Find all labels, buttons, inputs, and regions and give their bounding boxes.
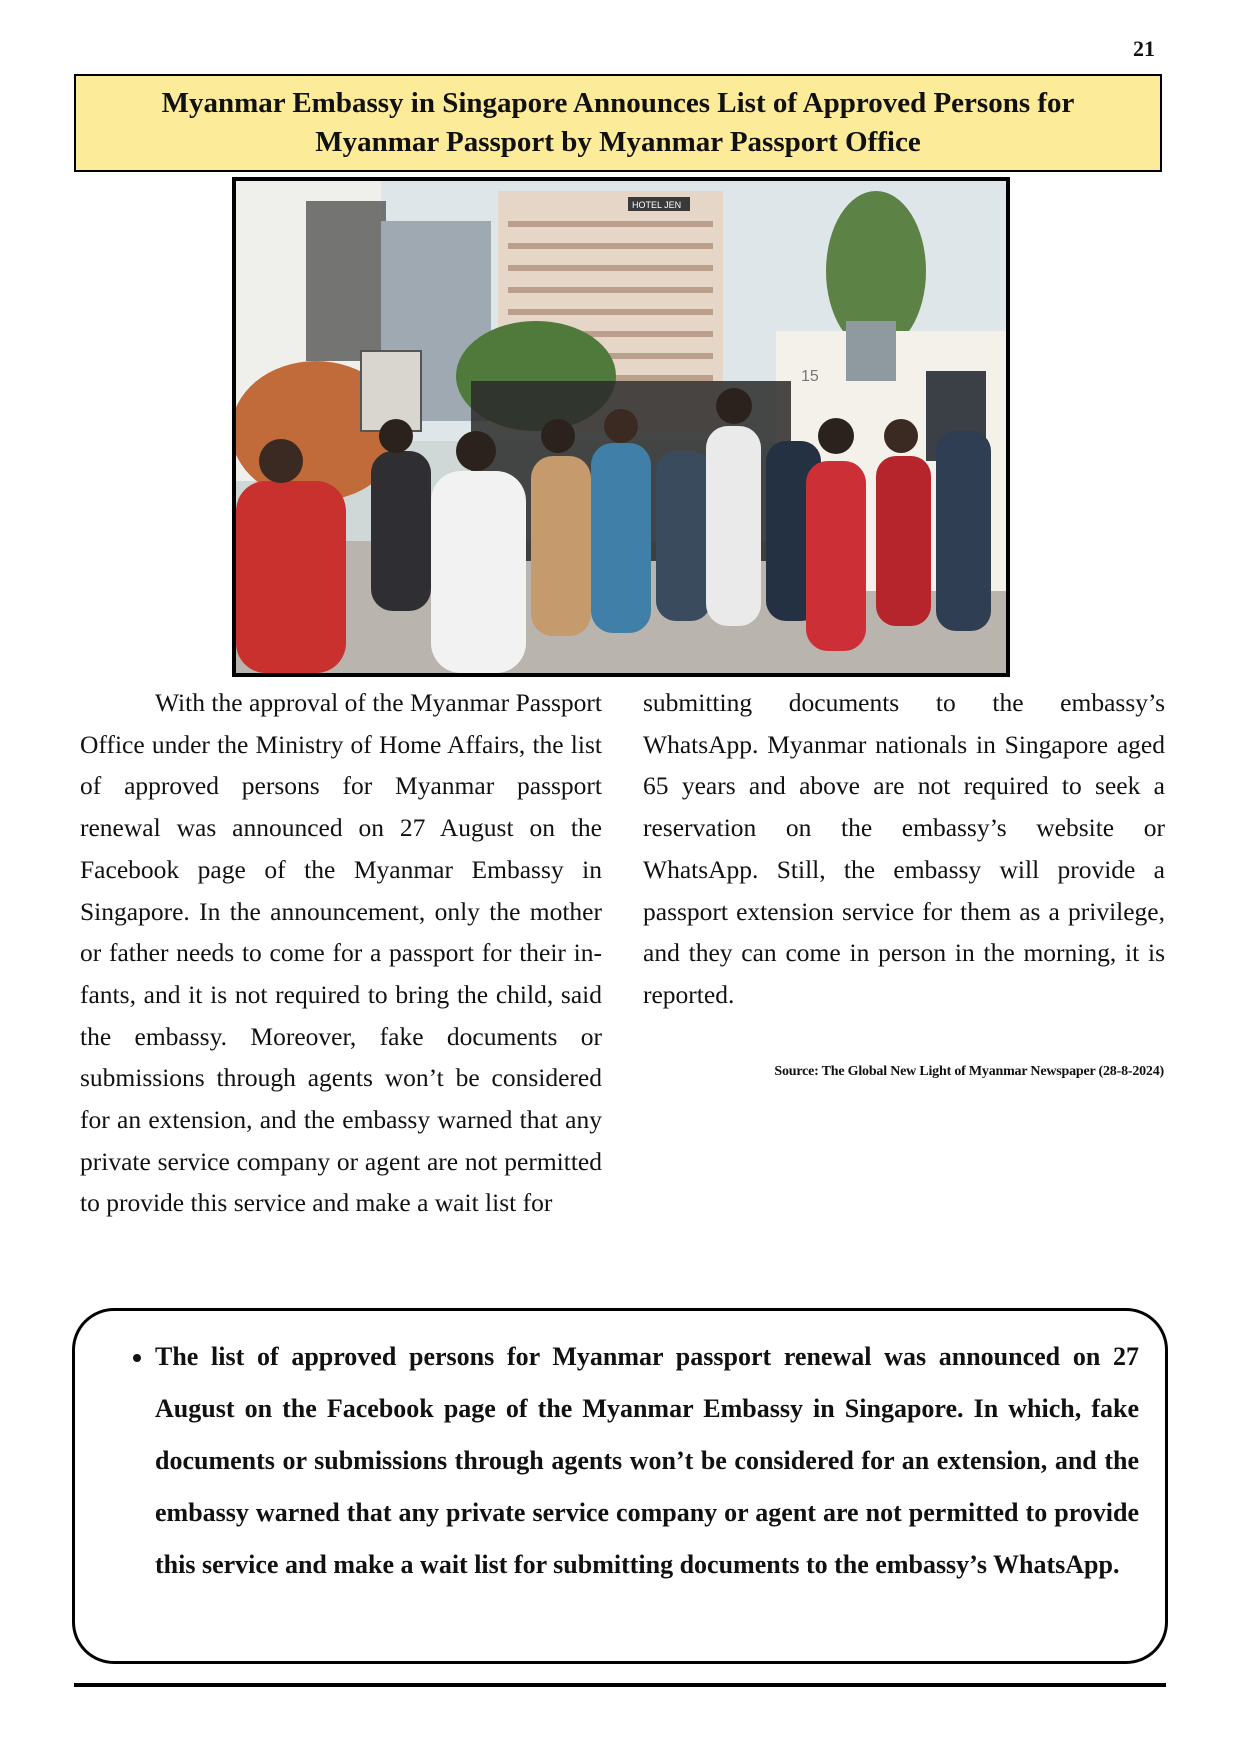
photo-left-fire-escape bbox=[306, 201, 386, 361]
article-paragraph-right: submitting documents to the embassy’s WhatsApp. Myanmar nationals in Singapore aged 65 years and above are not required to seek a reservation on the embassy’s website or WhatsApp. Still, the embassy will provide a passport extension service for them as a privilege, and they can come in person in the morning, it is reported. bbox=[643, 688, 1165, 1009]
page-number: 21 bbox=[1133, 36, 1155, 61]
summary-box bbox=[72, 1308, 1168, 1664]
photo-hotel-sign: HOTEL JEN bbox=[632, 200, 682, 210]
article-left-column bbox=[80, 682, 602, 1224]
article-title-line-1: Myanmar Embassy in Singapore Announces List of Approved Persons for bbox=[161, 87, 1075, 119]
photo-illustration bbox=[236, 181, 1006, 673]
article-title-line-2: Myanmar Passport by Myanmar Passport Office bbox=[315, 126, 921, 158]
article-title-banner bbox=[74, 74, 1162, 172]
article-paragraph-left: With the approval of the Myanmar Passport Office under the Ministry of Home Affairs, the list of approved persons for Myanmar passport renewal was announced on 27 August on the Facebook page of the Myanmar Embassy in Singapore. In the announcement, only the mother or father needs to come for a passport for their infants, and it is not required to bring the child, said the embassy. Moreover, fake documents or submissions through agents won’t be considered for an extension, and the embassy warned that any private service company or agent are not permitted to provide this service and make a wait list for bbox=[80, 688, 602, 1218]
article-right-column bbox=[643, 682, 1165, 1016]
photo-embassy-signboard bbox=[361, 351, 421, 431]
embassy-crowd-photo bbox=[232, 177, 1010, 677]
photo-right-window bbox=[846, 321, 896, 381]
bottom-divider bbox=[74, 1683, 1166, 1687]
summary-bullet: • The list of approved persons for Myanmar passport renewal was announced on 27 August on the Facebook page of the Myanmar Embassy in Singapore. In which, fake documents or submissions through agents won’t be considered for an extension, and the embassy warned that any private service company or agent are not permitted to provide this service and make a wait list for submitting documents to the embassy’s WhatsApp. bbox=[155, 1331, 1139, 1591]
photo-house-number: 15 bbox=[801, 368, 819, 385]
source-citation: Source: The Global New Light of Myanmar Newspaper (28-8-2024) bbox=[774, 1064, 1164, 1079]
summary-list bbox=[133, 1331, 1139, 1591]
